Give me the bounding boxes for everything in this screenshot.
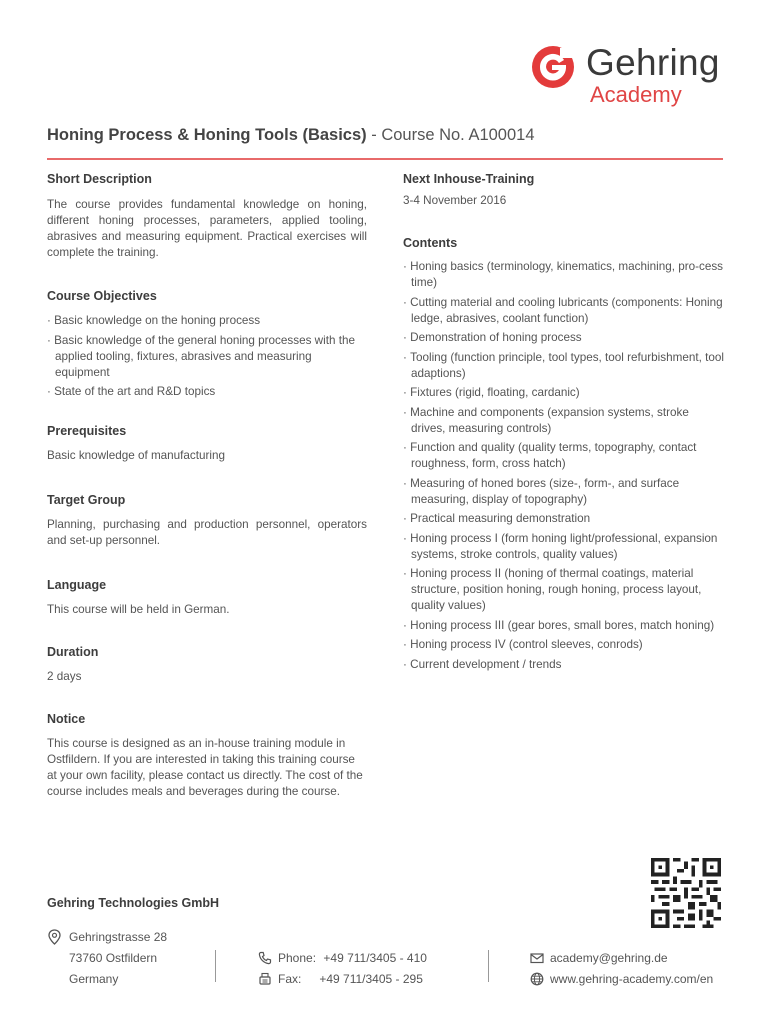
prerequisites-text: Basic knowledge of manufacturing xyxy=(47,449,226,462)
location-pin-icon xyxy=(47,929,62,945)
fax-label: Fax: xyxy=(278,972,302,986)
email-link[interactable]: academy@gehring.de xyxy=(550,951,668,965)
language-heading: Language xyxy=(47,578,107,592)
phone-icon xyxy=(258,951,272,965)
list-item: · Machine and components (expansion systems, stroke drives, measuring controls) xyxy=(403,405,725,437)
company-name: Gehring Technologies GmbH xyxy=(47,896,220,910)
short-description-text: The course provides fundamental knowledge on honing, different honing processes, parameters, applied tooling, abrasives and measuring equipment. Practical exercises will complete the training. xyxy=(47,198,367,259)
fax-number: +49 711/3405 - 295 xyxy=(319,972,423,986)
email-web-block xyxy=(530,949,713,991)
email-row xyxy=(530,949,713,970)
list-item: · Measuring of honed bores (size-, form-, and surface measuring, display of topography) xyxy=(403,476,725,508)
list-item: · Function and quality (quality terms, topography, contact roughness, form, cross hatch) xyxy=(403,440,725,472)
website-link[interactable]: www.gehring-academy.com/en xyxy=(550,972,714,986)
gehring-logo-icon xyxy=(530,44,576,90)
phone-number[interactable]: +49 711/3405 - 410 xyxy=(323,951,427,965)
phone-row xyxy=(258,949,427,970)
language-text: This course will be held in German. xyxy=(47,603,230,616)
contents-list xyxy=(403,259,725,673)
next-training-date: 3-4 November 2016 xyxy=(403,194,507,207)
target-group-text: Planning, purchasing and production personnel, operators and set-up personnel. xyxy=(47,518,367,547)
next-training-heading: Next Inhouse-Training xyxy=(403,172,535,186)
list-item: · Honing process I (form honing light/professional, expansion systems, stroke controls, quality values) xyxy=(403,531,725,563)
list-item: · Honing process IV (control sleeves, conrods) xyxy=(403,637,725,653)
list-item: · Practical measuring demonstration xyxy=(403,511,725,527)
course-title: Honing Process & Honing Tools (Basics) xyxy=(47,126,367,144)
address-block xyxy=(47,928,167,991)
footer-divider xyxy=(215,950,216,982)
list-item: · Honing process III (gear bores, small bores, match honing) xyxy=(403,618,725,634)
list-item: · Tooling (function principle, tool types, tool refurbishment, tool adaptions) xyxy=(403,350,725,382)
list-item: · Demonstration of honing process xyxy=(403,330,725,346)
list-item: · Current development / trends xyxy=(403,657,725,673)
logo-name: Gehring xyxy=(586,42,720,83)
web-row xyxy=(530,970,713,991)
phone-label: Phone: xyxy=(278,951,317,965)
title-divider xyxy=(47,158,723,160)
address-city: 73760 Ostfildern xyxy=(69,951,158,965)
gehring-academy-logo xyxy=(530,42,730,112)
duration-heading: Duration xyxy=(47,645,99,659)
list-item: · State of the art and R&D topics xyxy=(47,384,367,400)
course-number: - Course No. A100014 xyxy=(366,126,535,144)
list-item: · Honing basics (terminology, kinematics, machining, pro-cess time) xyxy=(403,259,725,291)
right-column xyxy=(403,172,725,676)
objectives-list xyxy=(47,313,367,400)
fax-row xyxy=(258,970,427,991)
page-title xyxy=(47,126,535,145)
globe-icon xyxy=(530,972,544,986)
objectives-heading: Course Objectives xyxy=(47,289,157,303)
mail-icon xyxy=(530,951,544,965)
address-country: Germany xyxy=(69,972,119,986)
footer-divider xyxy=(488,950,489,982)
left-column xyxy=(47,172,367,800)
short-description-heading: Short Description xyxy=(47,172,152,186)
notice-text: This course is designed as an in-house training module in Ostfildern. If you are interested in taking this training course at your own facility, please contact us directly. The cost of the course includes meals and beverages during the course. xyxy=(47,737,363,798)
qr-code-icon xyxy=(648,858,724,928)
fax-icon xyxy=(258,972,272,986)
list-item: · Honing process II (honing of thermal coatings, material structure, position honing, rough honing, process layout, quality values) xyxy=(403,566,725,614)
list-item: · Cutting material and cooling lubricants (components: Honing ledge, abrasives, coolant function) xyxy=(403,295,725,327)
prerequisites-heading: Prerequisites xyxy=(47,424,127,438)
duration-text: 2 days xyxy=(47,670,82,683)
list-item: · Fixtures (rigid, floating, cardanic) xyxy=(403,385,725,401)
contents-heading: Contents xyxy=(403,236,458,250)
list-item: · Basic knowledge of the general honing processes with the applied tooling, fixtures, abrasives and measuring equipment xyxy=(47,333,367,381)
address-street: Gehringstrasse 28 xyxy=(69,930,168,944)
list-item: · Basic knowledge on the honing process xyxy=(47,313,367,329)
phone-fax-block xyxy=(258,949,427,991)
target-group-heading: Target Group xyxy=(47,493,126,507)
logo-sub: Academy xyxy=(590,82,682,107)
notice-heading: Notice xyxy=(47,712,86,726)
